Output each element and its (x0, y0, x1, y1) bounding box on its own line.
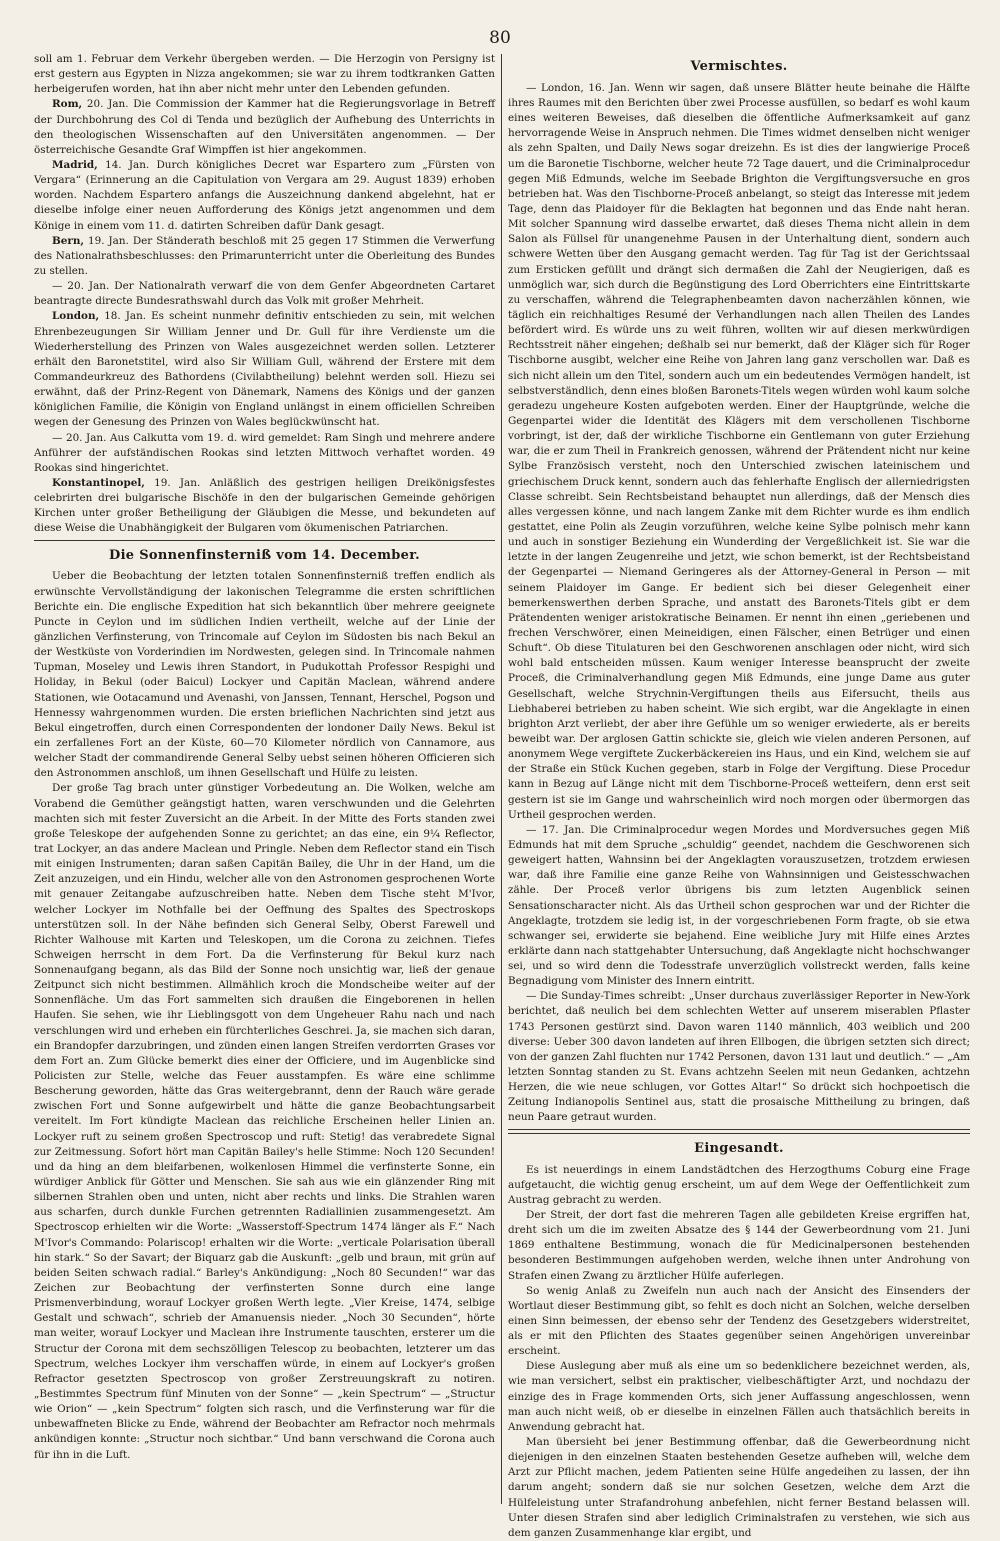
news-reports (34, 97, 495, 536)
eclipse-heading: Die Sonnenfinsterniß vom 14. December. (109, 547, 420, 563)
report-text: 20. Jan. Die Commission der Kammer hat die Regierungsvorlage in Betreff der Durchbohrung des Col di Tenda und bezüglich der Aufhebung des Unterrichts in den theologischen Wissenschaften auf den Universitäten angenommen. — Der österreichische Gesandte Graf Wimpffen ist hier angekommen. (34, 98, 495, 156)
report-text: 19. Jan. Der Ständerath beschloß mit 25 gegen 17 Stimmen die Verwerfung des Nationalrathsbeschlusses: den Primarunterricht unter die Oberleitung des Bundes zu stellen. (34, 234, 495, 277)
eingesandt-paragraph: Es ist neuerdings in einem Landstädtchen des Herzogthums Coburg eine Frage aufgetaucht, die wichtig genug erscheint, um auf dem Wege der Oeffentlichkeit zum Austrag gebracht zu werden. (508, 1163, 970, 1206)
report-constantinople (34, 476, 495, 537)
report-bern (34, 234, 495, 279)
eclipse-paragraph: Der große Tag brach unter günstiger Vorbedeutung an. Die Wolken, welche am Vorabend die Gemüther geängstigt hatten, waren verschwunden und die Gelehrten machten sich mit fester Zuversicht an die Arbeit. In der Mitte des Forts standen zwei große Teleskope der aufgehenden Sonne zu gerichtet; an das eine, ein 9¼ Reflector, trat Lockyer, an das andere Maclean und Pringle. Neben dem Reflector stand ein Tisch mit einigen Instrumenten; daran saßen Capitän Bailey, die Uhr in der Hand, um die Zeit anzuzeigen, und ein Hindu, welcher alle von den Astronomen gesprochenen Worte mit genauer Zeitangabe aufzuschreiben hatte. Neben dem Tische steht M'Ivor, welcher Lockyer im Nothfalle bei der Oeffnung des Spaltes des Spectroskops unterstützen soll. In der Nähe befinden sich General Selby, Oberst Farewell und Richter Walhouse mit Karten und Teleskopen, um die Corona zu zeichnen. Tiefes Schweigen herrscht in dem Fort. Da die Verfinsterung für Bekul kurz nach Sonnenaufgang begann, als das Bild der Sonne noch unsichtig war, ließ der genaue Zeitpunct sich nicht bestimmen. Allmählich kroch die Mondscheibe weiter auf der Sonnenfläche. Um das Fort sammelten sich draußen die Eingeborenen in hellen Haufen. Sie sehen, wie ihr Lieblingsgott von dem Ungeheuer Rahu nach und nach verschlungen wird und erheben ein fürchterliches Geschrei. Ja, sie machen sich daran, ein Brandopfer darzubringen, und zünden einen langen Streifen verdorrten Grases vor dem Fort an. Zum Glücke bemerkt dies einer der Officiere, und im Augenblicke sind Policisten zur Stelle, welche das Feuer ausstampfen. Es wäre eine schlimme Bescherung geworden, hätte das Gras weitergebrannt, denn der Rauch wäre gerade zwischen Fort und Sonne aufgewirbelt und hätte die ganze Beobachtungsarbeit vereitelt. Im Fort kündigte Maclean das reichliche Erscheinen heller Linien an. Lockyer ruft zu seinem großen Spectroscop und ruft: Stetig! das verabredete Signal zur Zeitmessung. Sofort hört man Capitän Bailey's helle Stimme: Noch 120 Secunden! und da hing an dem bleifarbenen, wolkenlosen Himmel die verfinsterte Sonne, ein würdiger Anblick für Götter und Menschen. Sie sah aus wie ein glänzender Ring mit silbernen Strahlen oben und unten, nicht aber rechts und links. Die Strahlen waren aus scharfen, durch dunkle Furchen getrennten Radiallinien zusammengesetzt. Am Spectroscop erhielten wir die Worte: „Wasserstoff-Spectrum 1474 länger als F.“ Nach M'Ivor's Commando: Polariscop! erhalten wir die Worte: „verticale Polarisation überall hin stark.“ So der Savart; der Biquarz gab die Auskunft: „gelb und braun, mit grün auf beiden Seiten schwach radial.“ Barley's Ankündigung: „Noch 80 Secunden!“ war das Zeichen zur Beobachtung der verfinsterten Sonne durch eine lange Prismenverbindung, worauf Lockyer großen Werth legte. „Vier Kreise, 1474, selbige Gestalt und schwach“, schrieb der Amanuensis nieder. „Noch 30 Secunden“, hörte man weiter, worauf Lockyer und Maclean ihre Instrumente tauschten, ersterer um die Structur der Corona mit dem sechszölligen Telescop zu beobachten, letzterer um das Spectrum, welches Lockyer ihm verschaffen würde, in einem auf Lockyer's großen Refractor gesetzten Spectroscop von großer Zerstreuungskraft zu notiren. „Bestimmtes Spectrum fünf Minuten von der Sonne“ — „kein Spectrum“ — „Structur wie Orion“ — „kein Spectrum“ folgten sich rasch, und die Verfinsterung war für die unbewaffneten Blicke zu Ende, während der Beobachter am Refractor noch mehrmals ankündigen konnte: „Structur noch sichtbar.“ Und bann verschwand die Corona auch für ihn in die Luft. (34, 782, 495, 1461)
report-text: — 20. Jan. Aus Calkutta vom 19. d. wird gemeldet: Ram Singh und mehrere andere Anführer der aufständischen Rookas sind letzten Mittwoch verhaftet worden. 49 Rookas sind hingerichtet. (34, 431, 495, 474)
report-text: 18. Jan. Es scheint nunmehr definitiv entschieden zu sein, mit welchen Ehrenbezeugungen Sir William Jenner und Dr. Gull für ihre Verdienste um die Wiederherstellung des Prinzen von Wales ausgezeichnet werden sollen. Letzterer erhält den Baronetstitel, wird also Sir William Gull, während der Erstere mit dem Commandeurkreuz des Bathordens (Civilabtheilung) belehnt werden soll. Hiezu sei erwähnt, daß der Prinz-Regent von Dänemark, Namens des Königs und der ganzen königlichen Familie, die Königin von England unlängst in einem officiellen Schreiben wegen der Genesung des Prinzen von Wales beglückwünscht hat. (34, 310, 495, 429)
report-place: Konstantinopel, (52, 476, 145, 489)
misc-paragraph: — 17. Jan. Die Criminalprocedur wegen Mordes und Mordversuches gegen Miß Edmunds hat mit dem Spruche „schuldig“ geendet, nachdem die Geschworenen sich geweigert hatten, Wahnsinn bei der Angeklagten vorauszusetzen, trotzdem erwiesen war, daß ihre Familie eine ganze Reihe von Wahnsinnigen und Geistesschwachen zähle. Der Proceß verlor übrigens bis zum letzten Augenblick seinen Sensationscharacter nicht. Als das Urtheil schon gesprochen war und der Richter die Angeklagte, trotzdem sie ledig ist, in der vorgeschriebenen Form fragte, ob sie etwa schwanger sei, erwiderte sie bejahend. Eine weibliche Jury mit Hilfe eines Arztes erklärte dann nach stattgehabter Untersuchung, daß Angeklagte nicht hochschwanger sei, und so wird denn die Todesstrafe unverzüglich vollstreckt werden, falls keine Begnadigung vom Minister des Innern eintritt. (508, 823, 970, 988)
right-column (508, 52, 970, 1539)
left-column (34, 52, 495, 1506)
report-place: Rom, (52, 98, 83, 111)
misc-paragraph: — Die Sunday-Times schreibt: „Unser durchaus zuverlässiger Reporter in New-York berichtet, daß neulich bei dem schlechten Wetter auf unserem miserablen Pflaster 1743 Personen gestürzt sind. Davon waren 1140 männlich, 403 weiblich und 200 diverse: Ueber 300 davon landeten auf ihren Ellbogen, die übrigen setzten sich direct; von der ganzen Zahl fluchten nur 1742 Personen, davon 131 laut und deutlich.“ — „Am letzten Sonntag standen zu St. Evans achtzehn Seelen mit neun Gedanken, achtzehn Herzen, die wie neue schlugen, vor Gottes Altar!“ So drückt sich hochpoetisch die Zeitung Indianopolis Sentinel aus, statt die prosaische Mittheilung zu bringen, daß neun Paare getraut wurden. (508, 990, 970, 1124)
report-text: 19. Jan. Anläßlich des gestrigen heiligen Dreikönigsfestes celebrirten drei bulgarische Bischöfe in den der bulgarischen Gemeinde gehörigen Kirchen unter großer Betheiligung der Gläubigen die Messe, und bekundeten auf diese Weise die Unabhängigkeit der Bulgaren vom ökumenischen Patriarchen. (34, 476, 496, 535)
eingesandt-paragraph: So wenig Anlaß zu Zweifeln nun auch nach der Ansicht des Einsenders der Wortlaut dieser Bestimmung gibt, so fehlt es doch nicht an Solchen, welche derselben einen Sinn beimessen, der ebenso sehr der Tendenz des Gesetzgebers widerstreitet, als er mit den Pflichten des Staates gegenüber seinen Angehörigen unvereinbar erscheint. (508, 1284, 970, 1358)
eingesandt-heading: Eingesandt. (694, 1140, 784, 1156)
eingesandt-paragraph: Man übersieht bei jener Bestimmung offenbar, daß die Gewerbeordnung nicht diejenigen in den einzelnen Staaten bestehenden Gesetze aufheben will, welche dem Arzt zur Pflicht machen, jedem Patienten seine Hülfe angedeihen zu lassen, der ihn darum angeht; sondern daß sie nur solchen Gesetzen, welche dem Arzt die Hülfeleistung unter Strafandrohung anbefehlen, nicht ferner Bestand belassen will. Unter diesen Strafen sind aber lediglich Criminalstrafen zu verstehen, wie sich aus dem ganzen Zusammenhange klar ergibt, und (508, 1436, 970, 1539)
report-madrid (34, 158, 495, 234)
report-bern-followup (34, 279, 495, 309)
misc-paragraph: — London, 16. Jan. Wenn wir sagen, daß unsere Blätter heute beinahe die Hälfte ihres Raumes mit den Berichten über zwei Processe ausfüllen, so bedarf es wohl kaum eines weiteren Beweises, daß dieselben die öffentliche Aufmerksamkeit auf ganz hervorragende Weise in Anspruch nehmen. Die Times widmet denselben nicht weniger als zehn Spalten, und Daily News sogar dreizehn. Es ist dies der langwierige Proceß um die Baronetie Tischborne, welcher heute 72 Tage dauert, und die Criminalprocedur gegen Miß Edmunds, welche im Seebade Brighton die Vergiftungsversuche en gros betrieben hat. Was den Tischborne-Proceß anbelangt, so steigt das Interesse mit jedem Tage, denn das Plaidoyer für die Beklagten hat begonnen und das Ende naht heran. Mit solcher Spannung wird dasselbe erwartet, daß dieses Thema nicht allein in dem Salon als Füllsel für unangenehme Pausen in der Unterhaltung dient, sondern auch schwere Wetten über den Ausgang gemacht werden. Tag für Tag ist der Gerichtssaal zum Ersticken gefüllt und drängt sich dermaßen die Zahl der Neugierigen, daß es unmöglich war, sich durch die Begünstigung des Lord Oberrichters eine Eintrittskarte zu verschaffen, während die Telegraphenbeamten davon nacherzählen können, wie täglich ein reichhaltiges Resumé der Verhandlungen nach allen Theilen des Landes befördert wird. Es würde uns zu weit führen, wollten wir auf diesen merkwürdigen Rechtsstreit näher eingehen; deßhalb sei nur bemerkt, daß der Kläger sich für Roger Tischborne ausgibt, welcher eine Reihe von Jahren lang ganz verschollen war. Daß es sich nicht allein um den Titel, sondern auch um ein bedeutendes Vermögen handelt, ist selbstverständlich, denn eines bloßen Baronets-Titels wegen würden wohl kaum solche geradezu ungeheure Kosten aufgeboten werden. Einer der Hauptgründe, welche die Gegenpartei wider die Identität des Klägers mit dem verschollenen Tischborne vorbringt, ist der, daß der wirkliche Tischborne ein Gentlemann von guter Erziehung war, die er zum Theil in Frankreich genossen, während der Prätendent nicht nur keine Sylbe Französisch versteht, noch den Unterschied zwischen lateinischem und griechischem Druck kennt, sondern auch das fehlerhafte Englisch der allerniedrigsten Classe schreibt. Sein Rechtsbeistand behauptet nun allerdings, daß der Mensch dies alles vergessen könne, und nach langem Zanke mit dem Richter wurde es ihm endlich gestattet, eine Polin als Zeugin vorzuführen, welche keine Sylbe polnisch mehr kann und auch in sonstiger Beziehung ein Wunderding der Vergeßlichkeit ist. Sie war die letzte in der langen Zeugenreihe und jetzt, wie schon bemerkt, ist der Rechtsbeistand der Gegenpartei — Niemand Geringeres als der Attorney-General in Person — mit seinem Plaidoyer im Gange. Er bedient sich bei dieser Gelegenheit einer bemerkenswerthen derben Sprache, und anstatt des Baronets-Titels gibt er dem Prätendenten weniger aristokratische Beinamen. Er nennt ihn einen „geriebenen und frechen Verschwörer, einen Meineidigen, einen Fälscher, einen Betrüger und einen Schuft“. Ob diese Titulaturen bei den Geschworenen anschlagen oder nicht, wird sich wohl bald entscheiden müssen. Kaum weniger Interesse beansprucht der zweite Proceß, die Criminalverhandlung gegen Miß Edmunds, eine junge Dame aus guter Gesellschaft, welche Strychnin-Vergiftungen theils aus Eifersucht, theils aus Liebhaberei betrieben zu haben scheint. Wie sich ergibt, war die Angeklagte in einen brighton Arzt verliebt, der aber ihre Gefühle um so weniger erwiederte, als er bereits beweibt war. Der arglosen Gattin schickte sie, gleich wie vielen anderen Personen, auf anonymem Wege vergiftete Zuckerbäckereien ins Haus, und ein Kind, welchem sie auf der Straße ein Stück Kuchen gegeben, starb in Folge der Vergiftung. Diese Procedur kann in Bezug auf Länge nicht mit dem Tischborne-Proceß wetteifern, denn erst seit gestern ist sie im Gange und wahrscheinlich wird noch morgen oder übermorgen das Urtheil gesprochen werden. (508, 81, 970, 821)
eingesandt-paragraph: Der Streit, der dort fast die mehreren Tagen alle gebildeten Kreise ergriffen hat, dreht sich um die im zweiten Absatze des § 144 der Gewerbeordnung vom 21. Juni 1869 enthaltene Bestimmung, wonach die für Medicinalpersonen bestehenden besonderen Bestimmungen aufgehoben werden, welche ihnen unter Androhung von Strafen einen Zwang zu ärztlicher Hülfe auferlegen. (508, 1208, 970, 1282)
section-rule (34, 540, 495, 541)
report-london-followup (34, 431, 495, 476)
misc-heading: Vermischtes. (690, 59, 788, 74)
page-number: 80 (489, 28, 511, 48)
report-place: London, (52, 310, 100, 323)
eingesandt-paragraph: Diese Auslegung aber muß als eine um so bedenklichere bezeichnet werden, als, wie man versichert, selbst ein praktischer, vielbeschäftigter Arzt, und nochdazu der einzige des in Frage kommenden Orts, sich jener Auffassung angeschlossen, wenn man auch nicht weiß, ob er dieselbe in einzelnen Fällen auch thatsächlich bereits in Anwendung gebracht hat. (508, 1360, 970, 1433)
report-text: — 20. Jan. Der Nationalrath verwarf die von dem Genfer Abgeordneten Cartaret beantragte directe Bundesrathswahl durch das Volk mit großer Mehrheit. (34, 280, 495, 308)
report-rome (34, 97, 495, 158)
report-text: 14. Jan. Durch königliches Decret war Espartero zum „Fürsten von Vergara“ (Erinnerung an die Capitulation von Vergara am 29. August 1839) erhoben worden. Nachdem Espartero anfangs die Auszeichnung dankend abgelehnt, hat er dieselbe infolge einer neuen Aufforderung des Königs jetzt angenommen und dem Könige in einem vom 11. d. datirten Schreiben dafür Dank gesagt. (34, 158, 495, 232)
section-rule (508, 1129, 970, 1134)
intro-paragraph: soll am 1. Februar dem Verkehr übergeben werden. — Die Herzogin von Persigny ist erst gestern aus Egypten in Nizza angekommen; sie war zu ihrem todtkranken Gatten herbeigerufen worden, hat ihn aber nicht mehr unter den Lebenden gefunden. (34, 53, 495, 96)
report-place: Bern, (52, 234, 85, 247)
report-place: Madrid, (52, 158, 98, 171)
report-london (34, 309, 495, 430)
column-divider (501, 54, 502, 1504)
eclipse-paragraph: Ueber die Beobachtung der letzten totalen Sonnenfinsterniß treffen endlich als erwünschte Vervollständigung der lakonischen Telegramme die ersten schriftlichen Berichte ein. Die englische Expedition hat sich bekanntlich über mehrere geeignete Puncte in Ceylon und im südlichen Indien vertheilt, welche auf der Linie der gänzlichen Verfinsterung, von Trincomale auf Ceylon im Südosten bis nach Bekul an der Westküste von Vorderindien im Nordwesten, gelegen sind. In Trincomale nahmen Tupman, Moseley und Lewis ihren Standort, in Pudukottah Professor Respighi und Holiday, in Bekul (oder Baicul) Lockyer und Capitän Maclean, während andere Stationen, wie Ootacamund und Avenashi, von Janssen, Tennant, Herschel, Pogson und Hennessy wahrgenommen wurden. Die ersten brieflichen Nachrichten sind jetzt aus Bekul eingetroffen, durch einen Correspondenten der londoner Daily News. Bekul ist ein zerfallenes Fort an der Küste, 60—70 Kilometer nördlich von Cannamore, aus welcher Stadt der commandirende General Selby uebst seinen höheren Officieren sich den Astronommen anschloß, um ihnen Gesellschaft und Hülfe zu leisten. (34, 570, 495, 780)
